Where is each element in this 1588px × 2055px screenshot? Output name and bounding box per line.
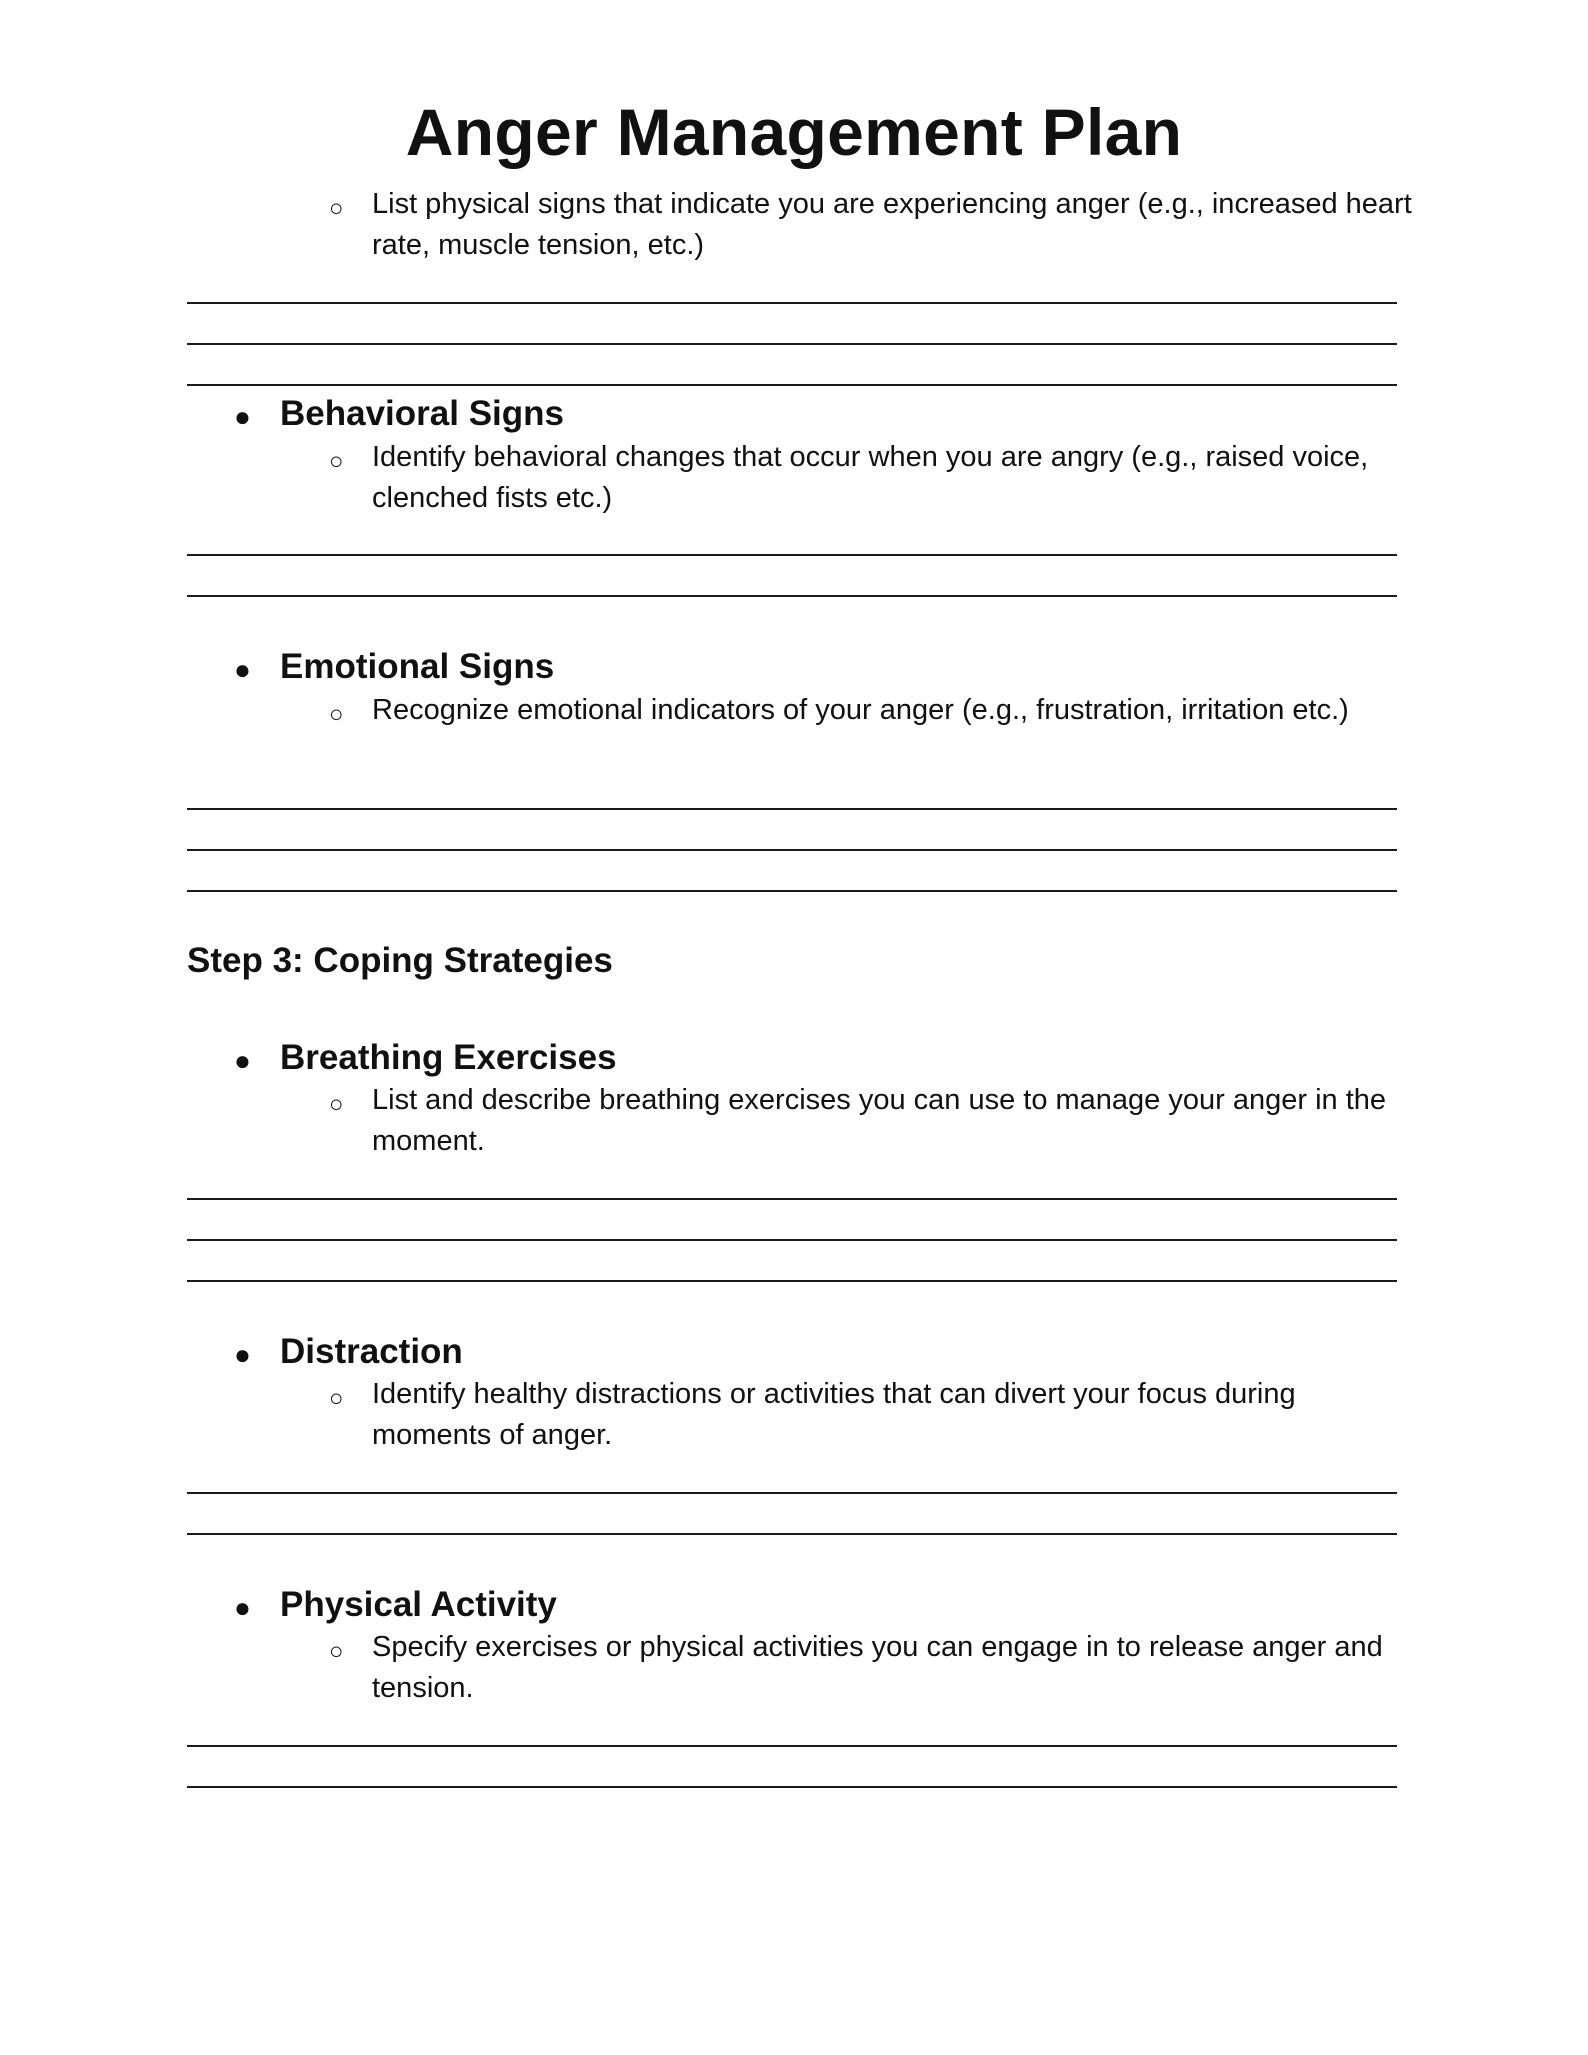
breathing-exercises-heading: Breathing Exercises [280, 1038, 617, 1077]
answer-line[interactable] [187, 1786, 1397, 1788]
sub-bullet-icon: ○ [329, 1385, 344, 1412]
answer-line[interactable] [187, 384, 1397, 386]
bullet-icon: ● [234, 1592, 251, 1623]
sub-bullet-icon: ○ [329, 195, 344, 222]
answer-line[interactable] [187, 1745, 1397, 1747]
emotional-signs-instruction: Recognize emotional indicators of your anger (e.g., frustration, irritation etc.) [372, 694, 1349, 726]
sub-bullet-icon: ○ [329, 448, 344, 475]
answer-line[interactable] [187, 849, 1397, 851]
answer-line[interactable] [187, 1533, 1397, 1535]
breathing-exercises-instruction: List and describe breathing exercises you can use to manage your anger in the moment. [372, 1084, 1387, 1157]
answer-line[interactable] [187, 554, 1397, 556]
bullet-icon: ● [234, 1339, 251, 1370]
behavioral-signs-heading: Behavioral Signs [280, 394, 564, 433]
answer-line[interactable] [187, 302, 1397, 304]
answer-line[interactable] [187, 808, 1397, 810]
bullet-icon: ● [234, 1045, 251, 1076]
sub-bullet-icon: ○ [329, 1091, 344, 1118]
answer-line[interactable] [187, 1239, 1397, 1241]
sub-bullet-icon: ○ [329, 1638, 344, 1665]
answer-line[interactable] [187, 1198, 1397, 1200]
bullet-icon: ● [234, 654, 251, 685]
emotional-signs-heading: Emotional Signs [280, 647, 555, 686]
physical-activity-instruction: Specify exercises or physical activities you can engage in to release anger and tension. [372, 1631, 1383, 1704]
distraction-instruction: Identify healthy distractions or activities that can divert your focus during moments of anger. [372, 1378, 1296, 1451]
behavioral-signs-instruction: Identify behavioral changes that occur when you are angry (e.g., raised voice, clenched fists etc.) [372, 441, 1369, 514]
answer-line[interactable] [187, 343, 1397, 345]
answer-line[interactable] [187, 1280, 1397, 1282]
answer-line[interactable] [187, 595, 1397, 597]
bullet-icon: ● [234, 401, 251, 432]
sub-bullet-icon: ○ [329, 701, 344, 728]
step-3-heading: Step 3: Coping Strategies [187, 941, 613, 980]
distraction-heading: Distraction [280, 1332, 463, 1371]
physical-activity-heading: Physical Activity [280, 1585, 557, 1624]
answer-line[interactable] [187, 1492, 1397, 1494]
page-title: Anger Management Plan [405, 95, 1183, 169]
physical-signs-instruction: List physical signs that indicate you are experiencing anger (e.g., increased heart rate, muscle tension, etc.) [372, 188, 1412, 261]
answer-line[interactable] [187, 890, 1397, 892]
